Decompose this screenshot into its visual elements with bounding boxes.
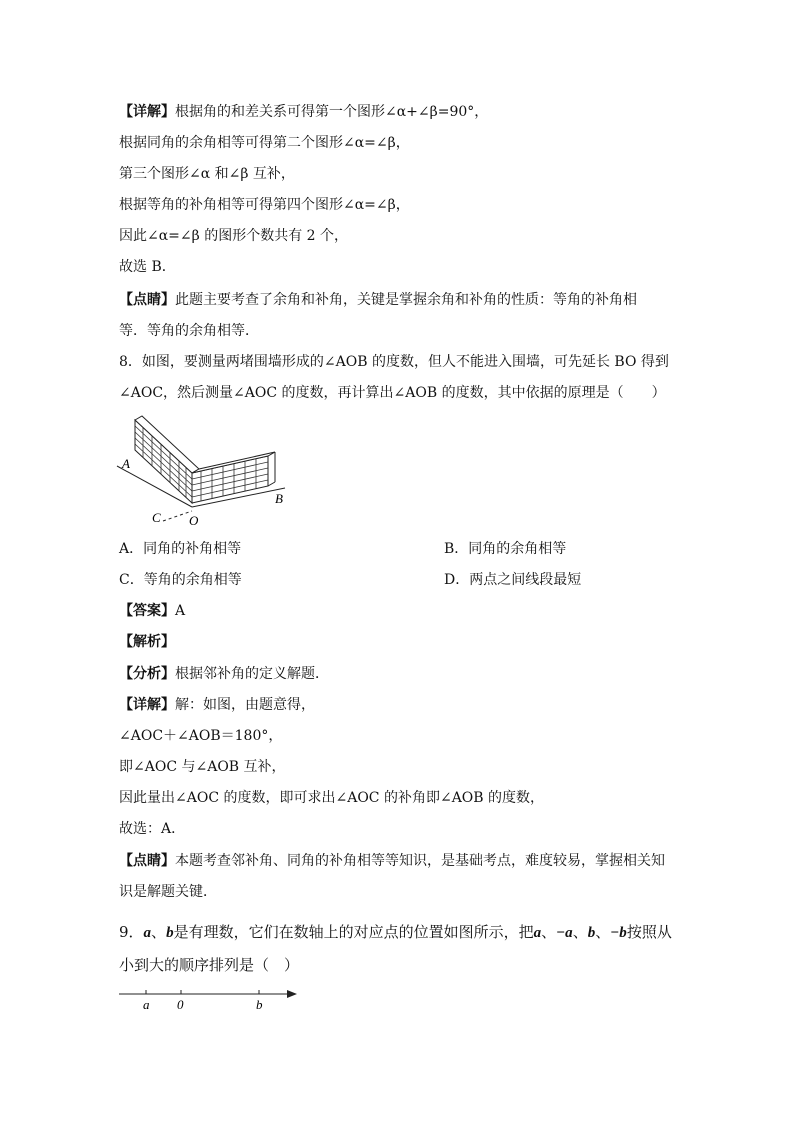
option-d: D．两点之间线段最短 xyxy=(444,572,582,588)
option-b: B．同角的余角相等 xyxy=(444,541,567,557)
wall-figure xyxy=(115,408,295,533)
q7-comment-line-2: 等．等角的余角相等． xyxy=(119,323,259,339)
q8-analyze: 【分析】根据邻补角的定义解题． xyxy=(119,666,329,682)
q9-stem-line-2: 小到大的顺序排列是（ ） xyxy=(119,956,300,974)
axis-label-0: 0 xyxy=(177,997,184,1012)
q8-detail-line-2: ∠AOC＋∠AOB＝180°， xyxy=(119,728,283,744)
comment-tag: 【点睛】 xyxy=(119,292,175,308)
q7-detail-line-4: 根据等角的补角相等可得第四个图形∠α=∠β， xyxy=(119,197,410,213)
q8-stem-line-1: 8．如图，要测量两堵围墙形成的∠AOB 的度数，但人不能进入围墙，可先延长 BO 得到 xyxy=(119,354,669,370)
axis-label-a: a xyxy=(143,997,150,1012)
detail-tag: 【详解】 xyxy=(119,104,175,120)
q9-stem-line-1: 9．a、b是有理数，它们在数轴上的对应点的位置如图所示，把a、−a、b、−b按照从 xyxy=(119,923,672,941)
label-C: C xyxy=(152,510,161,525)
q8-detail-line-5: 故选：A． xyxy=(119,821,186,837)
option-a: A．同角的补角相等 xyxy=(119,541,242,557)
option-c: C．等角的余角相等 xyxy=(119,572,242,588)
q7-detail-line-6: 故选 B． xyxy=(119,259,176,275)
q7-comment-line-1: 【点睛】此题主要考查了余角和补角，关键是掌握余角和补角的性质：等角的补角相 xyxy=(119,292,637,308)
q8-comment-line-2: 识是解题关键． xyxy=(119,884,217,900)
label-O: O xyxy=(189,513,199,528)
q8-analysis-tag: 【解析】 xyxy=(119,634,175,650)
q7-detail-line-3: 第三个图形∠α 和∠β 互补， xyxy=(119,166,295,182)
q7-detail-line-2: 根据同角的余角相等可得第二个图形∠α=∠β， xyxy=(119,135,410,151)
number-line xyxy=(115,985,305,1015)
q8-detail-line-1: 【详解】解：如图，由题意得， xyxy=(119,697,315,713)
q7-detail-line-5: 因此∠α=∠β 的图形个数共有 2 个， xyxy=(119,228,348,244)
q8-answer: 【答案】A xyxy=(119,603,186,619)
arrow-icon xyxy=(287,990,297,998)
q7-detail-line-1: 【详解】根据角的和差关系可得第一个图形∠α+∠β=90°， xyxy=(119,104,489,120)
label-B: B xyxy=(275,491,283,506)
q8-comment-line-1: 【点睛】本题考查邻补角、同角的补角相等等知识，是基础考点，难度较易，掌握相关知 xyxy=(119,853,665,869)
q8-stem-line-2: ∠AOC，然后测量∠AOC 的度数，再计算出∠AOB 的度数，其中依据的原理是（ ） xyxy=(119,385,666,401)
axis-label-b: b xyxy=(256,997,263,1012)
label-A: A xyxy=(122,456,130,471)
q8-detail-line-3: 即∠AOC 与∠AOB 互补， xyxy=(119,759,286,775)
q8-detail-line-4: 因此量出∠AOC 的度数，即可求出∠AOC 的补角即∠AOB 的度数， xyxy=(119,790,545,806)
